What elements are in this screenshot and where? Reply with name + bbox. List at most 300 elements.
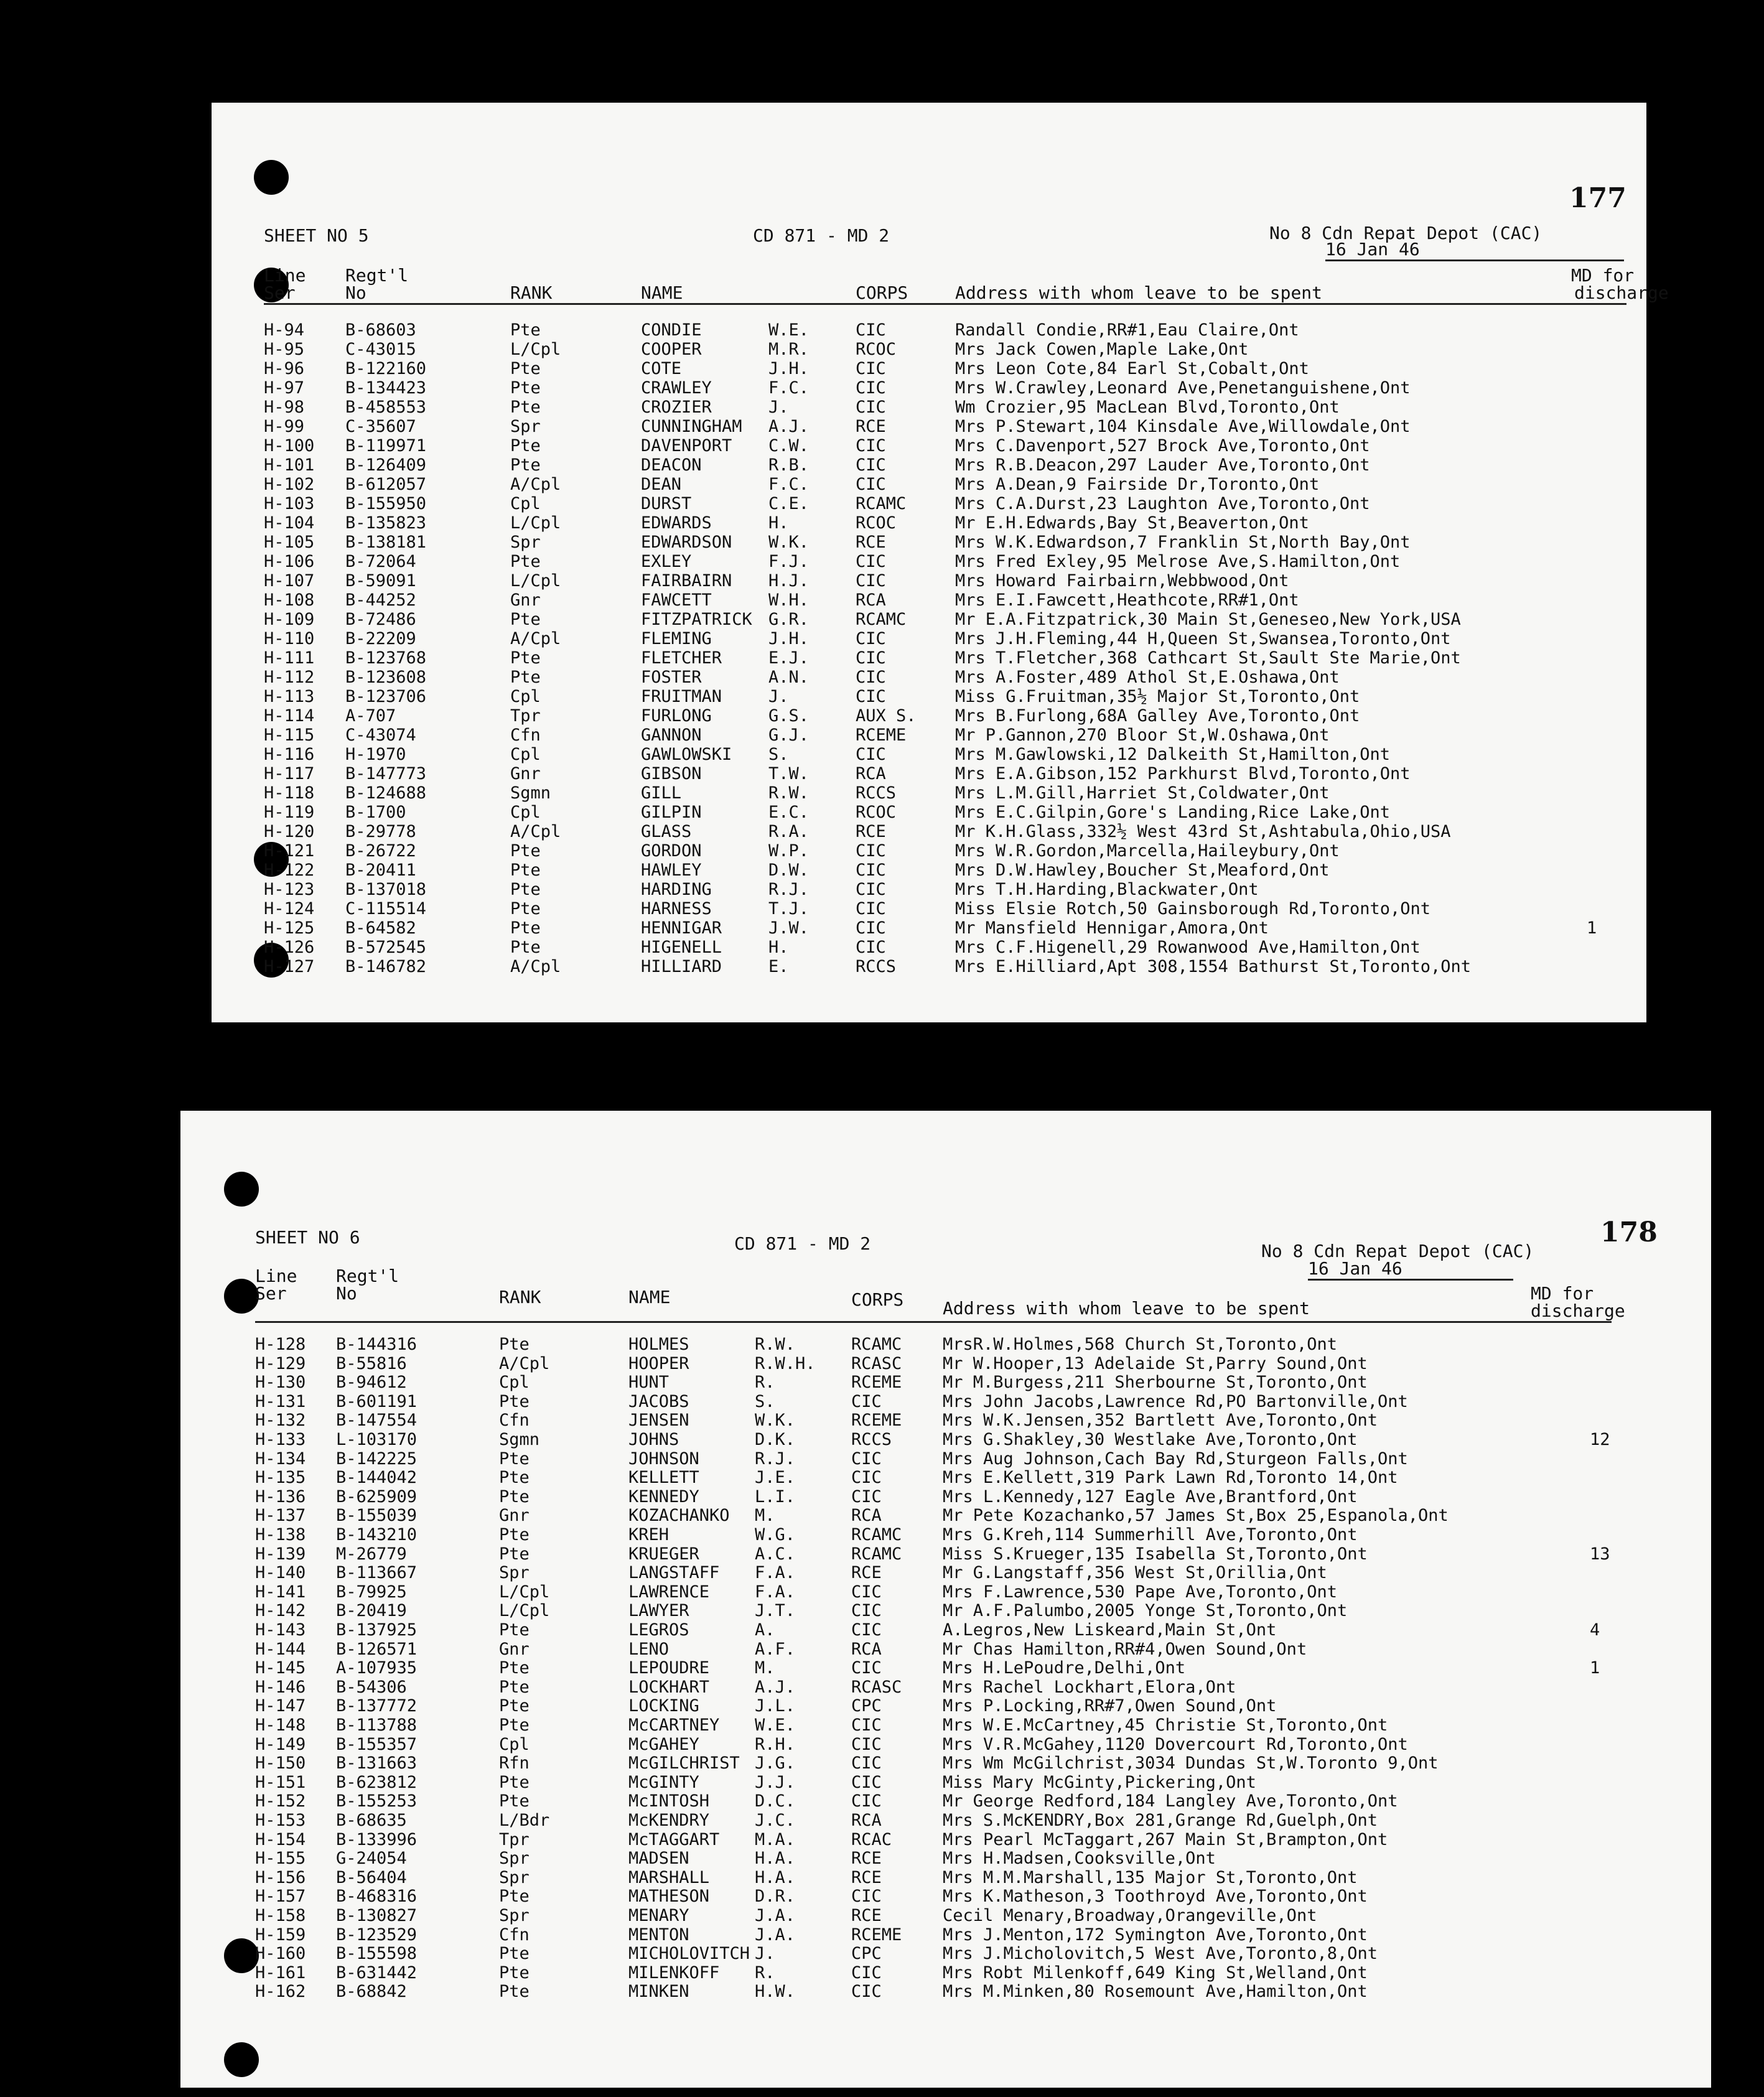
initials-cell: H.J. <box>768 571 810 591</box>
surname-cell: FLEMING <box>641 629 712 648</box>
initials-cell: D.R. <box>755 1887 796 1907</box>
line-ser-cell: H-131 <box>255 1391 306 1411</box>
address-cell: Mrs P.Locking,RR#7,Owen Sound,Ont <box>943 1696 1277 1716</box>
line-ser-cell: H-162 <box>255 1982 306 2002</box>
initials-cell: W.P. <box>768 841 810 861</box>
corps-cell: RCAMC <box>851 1335 902 1354</box>
col-line-1: Line <box>264 265 306 286</box>
line-ser-cell: H-153 <box>255 1811 306 1830</box>
address-cell: A.Legros,New Liskeard,Main St,Ont <box>943 1620 1277 1640</box>
address-cell: Mrs K.Matheson,3 Toothroyd Ave,Toronto,Ont <box>943 1887 1368 1907</box>
punch-hole <box>254 160 289 195</box>
regt-no-cell: B-79925 <box>336 1582 407 1602</box>
rank-cell: A/Cpl <box>499 1353 550 1373</box>
corps-cell: RCAMC <box>851 1525 902 1544</box>
initials-cell: A.J. <box>755 1677 796 1697</box>
surname-cell: COTE <box>641 359 682 378</box>
line-ser-cell: H-136 <box>255 1487 306 1506</box>
rank-cell: Pte <box>499 1391 530 1411</box>
regt-no-cell: H-1970 <box>345 745 406 764</box>
regt-no-cell: B-68842 <box>336 1982 407 2002</box>
address-cell: Miss Mary McGinty,Pickering,Ont <box>943 1772 1256 1792</box>
rank-cell: Pte <box>499 1677 530 1697</box>
surname-cell: MARSHALL <box>628 1867 710 1887</box>
corps-cell: CIC <box>856 918 886 938</box>
surname-cell: KENNEDY <box>628 1487 699 1506</box>
address-cell: Mr E.H.Edwards,Bay St,Beaverton,Ont <box>955 513 1309 533</box>
regt-no-cell: B-155598 <box>336 1944 418 1964</box>
surname-cell: HARNESS <box>641 899 712 918</box>
rank-cell: L/Bdr <box>499 1811 550 1830</box>
line-ser-cell: H-148 <box>255 1716 306 1735</box>
regt-no-cell: B-124688 <box>345 783 427 803</box>
rank-cell: L/Cpl <box>510 340 561 359</box>
rank-cell: Cfn <box>510 726 541 745</box>
corps-cell: RCE <box>851 1867 882 1887</box>
line-ser-cell: H-101 <box>264 455 315 475</box>
line-ser-cell: H-157 <box>255 1887 306 1907</box>
surname-cell: HIGENELL <box>641 938 722 957</box>
address-cell: Mrs A.Dean,9 Fairside Dr,Toronto,Ont <box>955 475 1320 494</box>
rank-cell: Spr <box>499 1867 530 1887</box>
surname-cell: MICHOLOVITCH <box>628 1944 750 1964</box>
initials-cell: J. <box>768 687 789 706</box>
surname-cell: McGAHEY <box>628 1734 699 1754</box>
address-cell: Mrs Rachel Lockhart,Elora,Ont <box>943 1677 1236 1697</box>
regt-no-cell: B-44252 <box>345 591 416 610</box>
initials-cell: F.C. <box>768 475 810 494</box>
regt-no-cell: B-126409 <box>345 455 427 475</box>
line-ser-cell: H-135 <box>255 1468 306 1488</box>
rank-cell: Pte <box>510 320 541 340</box>
line-ser-cell: H-113 <box>264 687 315 706</box>
initials-cell: F.C. <box>768 378 810 398</box>
col-regt-1: Regt'l <box>336 1266 399 1286</box>
corps-cell: CIC <box>851 1582 882 1602</box>
initials-cell: G.S. <box>768 706 810 726</box>
line-ser-cell: H-96 <box>264 359 305 378</box>
initials-cell: D.C. <box>755 1791 796 1811</box>
address-cell: Mrs F.Lawrence,530 Pape Ave,Toronto,Ont <box>943 1582 1337 1602</box>
corps-cell: RCAC <box>851 1829 892 1849</box>
rank-cell: Spr <box>499 1563 530 1583</box>
initials-cell: S. <box>755 1391 775 1411</box>
regt-no-cell: B-123768 <box>345 648 427 668</box>
surname-cell: CUNNINGHAM <box>641 417 742 436</box>
initials-cell: W.G. <box>755 1525 796 1544</box>
initials-cell: E. <box>768 957 789 976</box>
address-cell: Mrs D.W.Hawley,Boucher St,Meaford,Ont <box>955 861 1330 880</box>
rank-cell: L/Cpl <box>499 1582 550 1602</box>
line-ser-cell: H-109 <box>264 610 315 629</box>
surname-cell: DAVENPORT <box>641 436 732 455</box>
col-address: Address with whom leave to be spent <box>955 283 1323 303</box>
rank-cell: Cpl <box>510 745 541 764</box>
rank-cell: Pte <box>510 552 541 571</box>
address-cell: Mrs Jack Cowen,Maple Lake,Ont <box>955 340 1249 359</box>
rank-cell: Pte <box>510 436 541 455</box>
line-ser-cell: H-129 <box>255 1353 306 1373</box>
initials-cell: M.R. <box>768 340 810 359</box>
line-ser-cell: H-119 <box>264 803 315 822</box>
corps-cell: RCAMC <box>856 494 907 513</box>
corps-cell: RCE <box>856 533 886 552</box>
col-name: NAME <box>641 283 683 303</box>
line-ser-cell: H-111 <box>264 648 315 668</box>
address-cell: Mrs C.Davenport,527 Brock Ave,Toronto,Ont <box>955 436 1370 455</box>
address-cell: Mrs C.F.Higenell,29 Rowanwood Ave,Hamilton,Ont <box>955 938 1421 957</box>
regt-no-cell: B-122160 <box>345 359 427 378</box>
initials-cell: H. <box>768 513 789 533</box>
address-cell: Mr W.Hooper,13 Adelaide St,Parry Sound,Ont <box>943 1353 1368 1373</box>
regt-no-cell: B-137925 <box>336 1620 418 1640</box>
col-line-2: Ser <box>255 1283 287 1304</box>
rank-cell: Sgmn <box>510 783 551 803</box>
regt-no-cell: B-147554 <box>336 1411 418 1431</box>
initials-cell: R.A. <box>768 822 810 841</box>
line-ser-cell: H-160 <box>255 1944 306 1964</box>
rank-cell: L/Cpl <box>499 1601 550 1621</box>
col-name: NAME <box>628 1287 671 1307</box>
corps-cell: CIC <box>851 1658 882 1678</box>
initials-cell: H. <box>768 938 789 957</box>
line-ser-cell: H-152 <box>255 1791 306 1811</box>
regt-no-cell: B-131663 <box>336 1754 418 1773</box>
surname-cell: KOZACHANKO <box>628 1506 730 1526</box>
line-ser-cell: H-132 <box>255 1411 306 1431</box>
line-ser-cell: H-124 <box>264 899 315 918</box>
address-cell: Mrs A.Foster,489 Athol St,E.Oshawa,Ont <box>955 668 1340 687</box>
line-ser-cell: H-110 <box>264 629 315 648</box>
line-ser-cell: H-99 <box>264 417 305 436</box>
surname-cell: MILENKOFF <box>628 1963 720 1983</box>
line-ser-cell: H-97 <box>264 378 305 398</box>
surname-cell: HOLMES <box>628 1335 689 1354</box>
unit-name: No 8 Cdn Repat Depot (CAC) <box>1261 1241 1534 1261</box>
surname-cell: McGINTY <box>628 1772 699 1792</box>
line-ser-cell: H-127 <box>264 957 315 976</box>
rank-cell: Pte <box>499 1963 530 1983</box>
rank-cell: Sgmn <box>499 1430 540 1449</box>
address-cell: Mrs John Jacobs,Lawrence Rd,PO Bartonville,Ont <box>943 1391 1408 1411</box>
corps-cell: CIC <box>851 1716 882 1735</box>
surname-cell: LEPOUDRE <box>628 1658 710 1678</box>
initials-cell: D.K. <box>755 1430 796 1449</box>
line-ser-cell: H-105 <box>264 533 315 552</box>
corps-cell: RCAMC <box>856 610 907 629</box>
surname-cell: DURST <box>641 494 692 513</box>
line-ser-cell: H-94 <box>264 320 305 340</box>
regt-no-cell: C-43074 <box>345 726 416 745</box>
regt-no-cell: B-572545 <box>345 938 427 957</box>
rank-cell: Pte <box>499 1335 530 1354</box>
address-cell: Mrs E.I.Fawcett,Heathcote,RR#1,Ont <box>955 591 1299 610</box>
initials-cell: L.I. <box>755 1487 796 1506</box>
regt-no-cell: B-468316 <box>336 1887 418 1907</box>
rank-cell: Cpl <box>499 1373 530 1393</box>
rank-cell: Pte <box>510 648 541 668</box>
regt-no-cell: B-155357 <box>336 1734 418 1754</box>
initials-cell: F.J. <box>768 552 810 571</box>
corps-cell: RCCS <box>856 957 897 976</box>
corps-cell: CIC <box>856 398 886 417</box>
corps-cell: RCASC <box>851 1353 902 1373</box>
corps-cell: CIC <box>856 687 886 706</box>
corps-cell: CIC <box>851 1487 882 1506</box>
surname-cell: HOOPER <box>628 1353 689 1373</box>
rank-cell: Pte <box>510 455 541 475</box>
line-ser-cell: H-143 <box>255 1620 306 1640</box>
line-ser-cell: H-154 <box>255 1829 306 1849</box>
surname-cell: GANNON <box>641 726 702 745</box>
line-ser-cell: H-95 <box>264 340 305 359</box>
corps-cell: CIC <box>851 1963 882 1983</box>
initials-cell: J.J. <box>755 1772 796 1792</box>
line-ser-cell: H-112 <box>264 668 315 687</box>
address-cell: Mrs Fred Exley,95 Melrose Ave,S.Hamilton,Ont <box>955 552 1401 571</box>
address-cell: Wm Crozier,95 MacLean Blvd,Toronto,Ont <box>955 398 1340 417</box>
line-ser-cell: H-120 <box>264 822 315 841</box>
line-ser-cell: H-161 <box>255 1963 306 1983</box>
surname-cell: JENSEN <box>628 1411 689 1431</box>
rank-cell: Spr <box>499 1906 530 1925</box>
rank-cell: Cfn <box>499 1925 530 1945</box>
md-discharge-cell: 12 <box>1590 1430 1610 1449</box>
regt-no-cell: B-1700 <box>345 803 406 822</box>
address-cell: Mrs W.K.Edwardson,7 Franklin St,North Bay,Ont <box>955 533 1411 552</box>
surname-cell: GLASS <box>641 822 692 841</box>
initials-cell: J.L. <box>755 1696 796 1716</box>
line-ser-cell: H-117 <box>264 764 315 783</box>
initials-cell: A.C. <box>755 1544 796 1564</box>
initials-cell: R.J. <box>768 880 810 899</box>
surname-cell: MADSEN <box>628 1849 689 1869</box>
surname-cell: GILPIN <box>641 803 702 822</box>
initials-cell: C.E. <box>768 494 810 513</box>
address-cell: Mrs S.McKENDRY,Box 281,Grange Rd,Guelph,Ont <box>943 1811 1378 1830</box>
corps-cell: RCCS <box>851 1430 892 1449</box>
regt-no-cell: B-123608 <box>345 668 427 687</box>
col-corps: CORPS <box>851 1289 904 1310</box>
initials-cell: J.E. <box>755 1468 796 1488</box>
regt-no-cell: B-126571 <box>336 1639 418 1659</box>
surname-cell: LAWYER <box>628 1601 689 1621</box>
initials-cell: J.H. <box>768 629 810 648</box>
rank-cell: Pte <box>499 1696 530 1716</box>
corps-cell: CIC <box>851 1601 882 1621</box>
regt-no-cell: B-68635 <box>336 1811 407 1830</box>
initials-cell: H.W. <box>755 1982 796 2002</box>
surname-cell: FURLONG <box>641 706 712 726</box>
line-ser-cell: H-142 <box>255 1601 306 1621</box>
address-cell: Mrs P.Stewart,104 Kinsdale Ave,Willowdale,Ont <box>955 417 1411 436</box>
rank-cell: Pte <box>510 938 541 957</box>
initials-cell: J.A. <box>755 1925 796 1945</box>
line-ser-cell: H-103 <box>264 494 315 513</box>
corps-cell: RCEME <box>851 1411 902 1431</box>
regt-no-cell: B-155950 <box>345 494 427 513</box>
col-regt-2: No <box>345 283 366 303</box>
initials-cell: S. <box>768 745 789 764</box>
surname-cell: DEACON <box>641 455 702 475</box>
address-cell: Mrs M.Minken,80 Rosemount Ave,Hamilton,Ont <box>943 1982 1368 2002</box>
col-regt-1: Regt'l <box>345 265 409 286</box>
rank-cell: Pte <box>499 1982 530 2002</box>
regt-no-cell: B-26722 <box>345 841 416 861</box>
corps-cell: CIC <box>856 629 886 648</box>
regt-no-cell: B-144316 <box>336 1335 418 1354</box>
corps-cell: CIC <box>851 1391 882 1411</box>
line-ser-cell: H-115 <box>264 726 315 745</box>
address-cell: Mrs E.A.Gibson,152 Parkhurst Blvd,Toronto,Ont <box>955 764 1411 783</box>
rank-cell: Gnr <box>510 764 541 783</box>
line-ser-cell: H-147 <box>255 1696 306 1716</box>
punch-hole <box>224 2042 259 2077</box>
initials-cell: H.A. <box>755 1849 796 1869</box>
address-cell: Mr Pete Kozachanko,57 James St,Box 25,Espanola,Ont <box>943 1506 1449 1526</box>
address-cell: Mrs M.Gawlowski,12 Dalkeith St,Hamilton,Ont <box>955 745 1390 764</box>
regt-no-cell: C-115514 <box>345 899 427 918</box>
regt-no-cell: B-146782 <box>345 957 427 976</box>
header-rule <box>255 1321 1612 1323</box>
line-ser-cell: H-138 <box>255 1525 306 1544</box>
regt-no-cell: B-458553 <box>345 398 427 417</box>
address-cell: Mrs W.K.Jensen,352 Bartlett Ave,Toronto,Ont <box>943 1411 1378 1431</box>
initials-cell: T.J. <box>768 899 810 918</box>
rank-cell: Cfn <box>499 1411 530 1431</box>
regt-no-cell: B-155253 <box>336 1791 418 1811</box>
address-cell: Mrs W.E.McCartney,45 Christie St,Toronto,Ont <box>943 1716 1388 1735</box>
col-line-2: Ser <box>264 283 296 303</box>
address-cell: Mr Chas Hamilton,RR#4,Owen Sound,Ont <box>943 1639 1307 1659</box>
rank-cell: Pte <box>499 1772 530 1792</box>
unit-name: No 8 Cdn Repat Depot (CAC) <box>1269 223 1542 243</box>
address-cell: Mrs J.H.Fleming,44 H,Queen St,Swansea,Toronto,Ont <box>955 629 1451 648</box>
regt-no-cell: B-137018 <box>345 880 427 899</box>
rank-cell: Pte <box>499 1887 530 1907</box>
address-cell: Mrs E.C.Gilpin,Gore's Landing,Rice Lake,Ont <box>955 803 1390 822</box>
initials-cell: J. <box>755 1944 775 1964</box>
line-ser-cell: H-140 <box>255 1563 306 1583</box>
initials-cell: D.W. <box>768 861 810 880</box>
surname-cell: DEAN <box>641 475 682 494</box>
corps-cell: RCEME <box>856 726 907 745</box>
line-ser-cell: H-141 <box>255 1582 306 1602</box>
line-ser-cell: H-102 <box>264 475 315 494</box>
initials-cell: F.A. <box>755 1563 796 1583</box>
rank-cell: Pte <box>499 1487 530 1506</box>
rank-cell: Tpr <box>510 706 541 726</box>
address-cell: Mrs Leon Cote,84 Earl St,Cobalt,Ont <box>955 359 1309 378</box>
regt-no-cell: B-20411 <box>345 861 416 880</box>
corps-cell: CIC <box>856 571 886 591</box>
initials-cell: W.K. <box>768 533 810 552</box>
corps-cell: CIC <box>856 861 886 880</box>
initials-cell: A. <box>755 1620 775 1640</box>
surname-cell: EDWARDSON <box>641 533 732 552</box>
corps-cell: RCE <box>851 1563 882 1583</box>
surname-cell: FAIRBAIRN <box>641 571 732 591</box>
corps-cell: RCA <box>851 1506 882 1526</box>
col-regt-2: No <box>336 1283 357 1304</box>
address-cell: Mrs G.Shakley,30 Westlake Ave,Toronto,Ont <box>943 1430 1358 1449</box>
regt-no-cell: B-625909 <box>336 1487 418 1506</box>
corps-cell: CIC <box>856 938 886 957</box>
initials-cell: R.W. <box>755 1335 796 1354</box>
corps-cell: RCOC <box>856 803 897 822</box>
rank-cell: Gnr <box>499 1639 530 1659</box>
rank-cell: A/Cpl <box>510 957 561 976</box>
punch-hole <box>224 1172 259 1207</box>
address-cell: Mrs Aug Johnson,Cach Bay Rd,Sturgeon Falls,Ont <box>943 1449 1408 1469</box>
corps-cell: CIC <box>856 880 886 899</box>
regt-no-cell: B-55816 <box>336 1353 407 1373</box>
corps-cell: CIC <box>851 1449 882 1469</box>
surname-cell: MINKEN <box>628 1982 689 2002</box>
regt-no-cell: B-29778 <box>345 822 416 841</box>
address-cell: Mr E.A.Fitzpatrick,30 Main St,Geneseo,New York,USA <box>955 610 1461 629</box>
rank-cell: Rfn <box>499 1754 530 1773</box>
rank-cell: Pte <box>510 359 541 378</box>
regt-no-cell: C-35607 <box>345 417 416 436</box>
address-cell: Miss S.Krueger,135 Isabella St,Toronto,Ont <box>943 1544 1368 1564</box>
surname-cell: McCARTNEY <box>628 1716 720 1735</box>
line-ser-cell: H-156 <box>255 1867 306 1887</box>
address-cell: MrsR.W.Holmes,568 Church St,Toronto,Ont <box>943 1335 1337 1354</box>
sheet-177 <box>212 103 1669 1022</box>
rank-cell: Cpl <box>510 803 541 822</box>
initials-cell: T.W. <box>768 764 810 783</box>
regt-no-cell: A-107935 <box>336 1658 418 1678</box>
corps-cell: CIC <box>851 1754 882 1773</box>
rank-cell: Tpr <box>499 1829 530 1849</box>
address-cell: Mr M.Burgess,211 Sherbourne St,Toronto,Ont <box>943 1373 1368 1393</box>
initials-cell: J.H. <box>768 359 810 378</box>
col-md-2: discharge <box>1531 1301 1625 1321</box>
initials-cell: R. <box>755 1373 775 1393</box>
col-rank: RANK <box>510 283 553 303</box>
address-cell: Randall Condie,RR#1,Eau Claire,Ont <box>955 320 1299 340</box>
surname-cell: LEGROS <box>628 1620 689 1640</box>
surname-cell: MATHESON <box>628 1887 710 1907</box>
corps-cell: RCA <box>851 1639 882 1659</box>
surname-cell: McINTOSH <box>628 1791 710 1811</box>
corps-cell: CIC <box>856 648 886 668</box>
line-ser-cell: H-128 <box>255 1335 306 1354</box>
regt-no-cell: B-142225 <box>336 1449 418 1469</box>
corps-cell: CIC <box>856 552 886 571</box>
regt-no-cell: B-113667 <box>336 1563 418 1583</box>
line-ser-cell: H-146 <box>255 1677 306 1697</box>
regt-no-cell: B-137772 <box>336 1696 418 1716</box>
initials-cell: J.C. <box>755 1811 796 1830</box>
rank-cell: A/Cpl <box>510 475 561 494</box>
line-ser-cell: H-149 <box>255 1734 306 1754</box>
surname-cell: LOCKHART <box>628 1677 710 1697</box>
line-ser-cell: H-125 <box>264 918 315 938</box>
address-cell: Mrs E.Kellett,319 Park Lawn Rd,Toronto 14,Ont <box>943 1468 1398 1488</box>
regt-no-cell: G-24054 <box>336 1849 407 1869</box>
regt-no-cell: B-143210 <box>336 1525 418 1544</box>
surname-cell: CROZIER <box>641 398 712 417</box>
rank-cell: L/Cpl <box>510 513 561 533</box>
regt-no-cell: B-130827 <box>336 1906 418 1925</box>
corps-cell: CPC <box>851 1944 882 1964</box>
col-md-1: MD for <box>1531 1283 1594 1304</box>
corps-cell: CIC <box>856 745 886 764</box>
surname-cell: KRUEGER <box>628 1544 699 1564</box>
surname-cell: McKENDRY <box>628 1811 710 1830</box>
